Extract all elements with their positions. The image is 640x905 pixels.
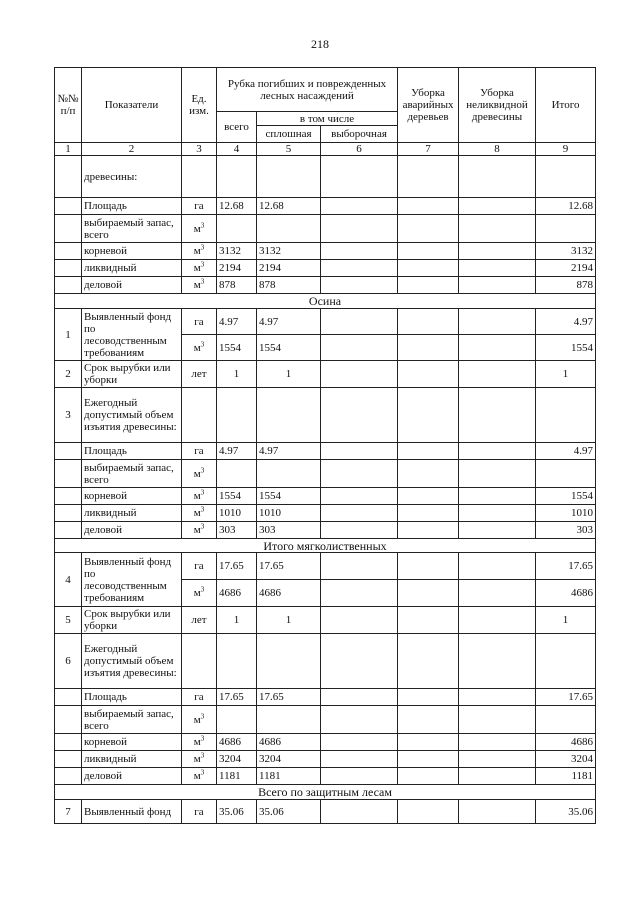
- table-row: [55, 505, 596, 522]
- row-label: Ежегодный допустимый объем изъятия древесины:: [82, 388, 182, 443]
- col-index: 1: [55, 143, 82, 156]
- section-title: Всего по защитным лесам: [55, 785, 596, 800]
- cell: 12.68: [257, 198, 321, 215]
- unit: $м^3$: [182, 215, 217, 243]
- table-row: [55, 156, 596, 198]
- unit: лет: [182, 607, 217, 634]
- header-selective: выборочная: [321, 126, 398, 143]
- unit: $м^3$: [182, 706, 217, 734]
- cell: 1554: [257, 335, 321, 361]
- table-row: [55, 460, 596, 488]
- cell: 1: [257, 607, 321, 634]
- header-indicators: Показатели: [82, 68, 182, 143]
- row-label: Площадь: [82, 198, 182, 215]
- row-number: 1: [55, 309, 82, 361]
- cell: 3132: [257, 243, 321, 260]
- header-unit: Ед. изм.: [182, 68, 217, 143]
- cell: 4686: [536, 580, 596, 607]
- cell: 4.97: [536, 443, 596, 460]
- row-label: Выявленный фонд: [82, 800, 182, 824]
- table-row: [55, 689, 596, 706]
- table-row: [55, 215, 596, 243]
- cell: 4686: [257, 580, 321, 607]
- unit: $м^3$: [182, 243, 217, 260]
- unit: $м^3$: [182, 580, 217, 607]
- cell: 1010: [536, 505, 596, 522]
- col-index: 7: [398, 143, 459, 156]
- row-label: корневой: [82, 734, 182, 751]
- cell: 17.65: [257, 689, 321, 706]
- felling-table: [54, 67, 596, 824]
- cell: 1010: [257, 505, 321, 522]
- table-row: [55, 361, 596, 388]
- cell: 2194: [217, 260, 257, 277]
- col-index: 6: [321, 143, 398, 156]
- row-number: 2: [55, 361, 82, 388]
- row-label: Площадь: [82, 443, 182, 460]
- cell: 4.97: [536, 309, 596, 335]
- row-label: выбираемый запас, всего: [82, 706, 182, 734]
- unit: га: [182, 198, 217, 215]
- header-result: Итого: [536, 68, 596, 143]
- cell: 3204: [257, 751, 321, 768]
- table-row: [55, 198, 596, 215]
- col-index: 9: [536, 143, 596, 156]
- row-label: древесины:: [82, 156, 182, 198]
- row-label: Срок вырубки или уборки: [82, 607, 182, 634]
- cell: 4686: [217, 734, 257, 751]
- cell: 878: [217, 277, 257, 294]
- table-row: [55, 309, 596, 335]
- cell: 1554: [217, 488, 257, 505]
- header-felling: Рубка погибших и поврежденных лесных насаждений: [217, 68, 398, 112]
- cell: 4686: [257, 734, 321, 751]
- cell: 1: [536, 361, 596, 388]
- row-label: ликвидный: [82, 505, 182, 522]
- cell: 4.97: [217, 309, 257, 335]
- section-row: [55, 785, 596, 800]
- col-index: 5: [257, 143, 321, 156]
- cell: 303: [217, 522, 257, 539]
- header-total-felling: всего: [217, 112, 257, 143]
- section-title: Осина: [55, 294, 596, 309]
- cell: 35.06: [257, 800, 321, 824]
- header-clear: сплошная: [257, 126, 321, 143]
- unit: га: [182, 800, 217, 824]
- section-title: Итого мягколиственных: [55, 539, 596, 553]
- unit: га: [182, 309, 217, 335]
- unit: $м^3$: [182, 768, 217, 785]
- row-number: 5: [55, 607, 82, 634]
- cell: 4686: [217, 580, 257, 607]
- table-row: [55, 388, 596, 443]
- cell: 35.06: [536, 800, 596, 824]
- row-label: корневой: [82, 243, 182, 260]
- cell: 1181: [257, 768, 321, 785]
- table-row: [55, 488, 596, 505]
- row-label: ликвидный: [82, 260, 182, 277]
- row-number: 7: [55, 800, 82, 824]
- row-label: выбираемый запас, всего: [82, 460, 182, 488]
- row-label: Срок вырубки или уборки: [82, 361, 182, 388]
- cell: 1: [257, 361, 321, 388]
- unit: га: [182, 443, 217, 460]
- cell: 1181: [217, 768, 257, 785]
- table-row: [55, 800, 596, 824]
- unit: га: [182, 689, 217, 706]
- unit: $м^3$: [182, 335, 217, 361]
- table-row: [55, 706, 596, 734]
- cell: 303: [536, 522, 596, 539]
- row-label: Выявленный фонд по лесоводственным требованиям: [82, 309, 182, 361]
- cell: 1554: [536, 335, 596, 361]
- unit: $м^3$: [182, 488, 217, 505]
- table-row: [55, 751, 596, 768]
- cell: 1: [217, 607, 257, 634]
- table-row: [55, 243, 596, 260]
- unit: га: [182, 553, 217, 580]
- row-label: выбираемый запас, всего: [82, 215, 182, 243]
- cell: 35.06: [217, 800, 257, 824]
- table-row: [55, 277, 596, 294]
- row-label: деловой: [82, 522, 182, 539]
- row-number: 3: [55, 388, 82, 443]
- unit: лет: [182, 361, 217, 388]
- section-row: [55, 539, 596, 553]
- col-index: 2: [82, 143, 182, 156]
- unit: $м^3$: [182, 751, 217, 768]
- cell: 2194: [257, 260, 321, 277]
- cell: 12.68: [217, 198, 257, 215]
- cell: 17.65: [536, 689, 596, 706]
- unit: $м^3$: [182, 277, 217, 294]
- cell: 1: [536, 607, 596, 634]
- cell: 4.97: [257, 443, 321, 460]
- cell: 1181: [536, 768, 596, 785]
- table-row: [55, 522, 596, 539]
- table-row: [55, 634, 596, 689]
- unit: $м^3$: [182, 505, 217, 522]
- cell: 3204: [217, 751, 257, 768]
- row-number: 4: [55, 553, 82, 607]
- unit: $м^3$: [182, 460, 217, 488]
- cell: 4.97: [257, 309, 321, 335]
- cell: 3204: [536, 751, 596, 768]
- table-row: [55, 607, 596, 634]
- cell: 12.68: [536, 198, 596, 215]
- cell: 17.65: [217, 553, 257, 580]
- cell: 1: [217, 361, 257, 388]
- cell: 1010: [217, 505, 257, 522]
- cell: 3132: [536, 243, 596, 260]
- column-index-row: [55, 143, 596, 156]
- cell: 3132: [217, 243, 257, 260]
- cell: 1554: [257, 488, 321, 505]
- cell: 17.65: [536, 553, 596, 580]
- table-row: [55, 443, 596, 460]
- col-index: 8: [459, 143, 536, 156]
- unit: $м^3$: [182, 260, 217, 277]
- cell: 17.65: [217, 689, 257, 706]
- row-label: ликвидный: [82, 751, 182, 768]
- unit: $м^3$: [182, 734, 217, 751]
- cell: 4.97: [217, 443, 257, 460]
- header-nonliquid: Уборка неликвидной древесины: [459, 68, 536, 143]
- row-label: Площадь: [82, 689, 182, 706]
- row-label: деловой: [82, 277, 182, 294]
- col-index: 3: [182, 143, 217, 156]
- table-row: [55, 260, 596, 277]
- section-row: [55, 294, 596, 309]
- unit: $м^3$: [182, 522, 217, 539]
- table-row: [55, 768, 596, 785]
- page-number: 218: [311, 37, 329, 51]
- cell: 4686: [536, 734, 596, 751]
- cell: 2194: [536, 260, 596, 277]
- table-row: [55, 553, 596, 580]
- cell: 303: [257, 522, 321, 539]
- cell: 1554: [217, 335, 257, 361]
- row-label: Выявленный фонд по лесоводственным требованиям: [82, 553, 182, 607]
- cell: 878: [257, 277, 321, 294]
- row-label: деловой: [82, 768, 182, 785]
- row-label: Ежегодный допустимый объем изъятия древесины:: [82, 634, 182, 689]
- cell: 878: [536, 277, 596, 294]
- row-number: 6: [55, 634, 82, 689]
- row-label: корневой: [82, 488, 182, 505]
- header-num: №№ п/п: [55, 68, 82, 143]
- table-row: [55, 734, 596, 751]
- col-index: 4: [217, 143, 257, 156]
- header-emergency: Уборка аварийных деревьев: [398, 68, 459, 143]
- cell: 17.65: [257, 553, 321, 580]
- header-including: в том числе: [257, 112, 398, 126]
- cell: 1554: [536, 488, 596, 505]
